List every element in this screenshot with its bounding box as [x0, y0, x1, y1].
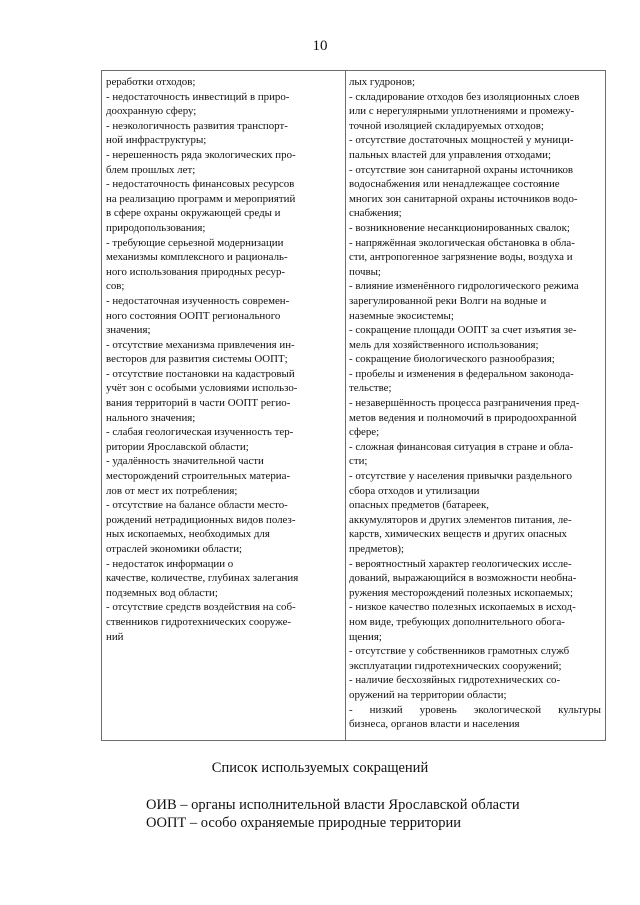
left-column	[106, 75, 340, 644]
right-column-line: многих зон санитарной охраны источников водо-	[349, 192, 578, 205]
right-column-line: мель для хозяйственного использования;	[349, 338, 539, 351]
right-column-line: лых гудронов;	[349, 76, 416, 88]
left-column-line: механизмы комплексного и рациональ-	[106, 251, 288, 264]
left-column-line: - отсутствие постановки на кадастровый	[106, 367, 295, 380]
left-column-line: - неэкологичность развития транспорт-	[106, 119, 288, 132]
right-column-line: - напряжённая экологическая обстановка в обла-	[349, 236, 575, 249]
right-column-line: снабжения;	[349, 207, 402, 220]
right-column-line: водоснабжения или ненадлежащее состояние	[349, 178, 560, 191]
page-number: 10	[312, 38, 328, 54]
left-column-line: блем прошлых лет;	[106, 163, 196, 176]
right-column-line: щения;	[349, 630, 382, 643]
left-column-line: отраслей экономики области;	[106, 543, 243, 555]
right-column-line: оружений на территории области;	[349, 688, 507, 701]
right-column-line: - отсутствие зон санитарной охраны источников	[349, 163, 574, 176]
right-column-line: сти, антропогенное загрязнение воды, воздуха и	[349, 251, 573, 264]
column-divider	[345, 71, 346, 740]
right-column-line: - вероятностный характер геологических иссле-	[349, 557, 572, 570]
right-column-line: сти;	[349, 455, 368, 468]
left-column-line: - требующие серьезной модернизации	[106, 236, 284, 249]
right-column-line: - наличие бесхозяйных гидротехнических со-	[349, 674, 561, 687]
left-column-line: в сфере охраны окружающей среды и	[106, 207, 281, 220]
left-column-line: - отсутствие механизма привлечения ин-	[106, 338, 295, 351]
left-column-line: - удалённость значительной части	[106, 455, 264, 468]
right-column-line: метов ведения и полномочий в природоохранной	[349, 411, 577, 424]
right-column-line: - отсутствие достаточных мощностей у муници-	[349, 134, 574, 147]
right-column-line: предметов);	[349, 543, 405, 555]
right-column-line: - сокращение биологического разнообразия;	[349, 353, 555, 366]
left-column-line: - отсутствие на балансе области место-	[106, 499, 288, 512]
right-column-line: - сокращение площади ООПТ за счет изъятия зе-	[349, 324, 577, 337]
right-column-line: наземные экосистемы;	[349, 309, 454, 322]
left-column-line: - слабая геологическая изученность тер-	[106, 426, 294, 439]
right-column-line: - низкий уровень экологической культуры	[349, 703, 601, 716]
right-column-line: дований, выражающийся в возможности необна-	[349, 572, 577, 585]
right-column-line: ном виде, требующих дополнительного обога-	[349, 615, 565, 628]
right-column-line: эксплуатации гидротехнических сооружений;	[349, 659, 562, 672]
left-column-line: - нерешенность ряда экологических про-	[106, 148, 296, 161]
right-column-line: ружения месторождений полезных ископаемых;	[349, 586, 573, 599]
left-column-line: ритории Ярославской области;	[106, 440, 249, 453]
right-column-line: сбора отходов и утилизации	[349, 484, 480, 497]
left-column-line: сов;	[106, 280, 125, 293]
right-column-line: - складирование отходов без изоляционных слоев	[349, 90, 580, 103]
left-column-line: ний	[106, 630, 124, 643]
right-column-line: - отсутствие у населения привычки раздельного	[349, 470, 572, 483]
right-column-line: - отсутствие у собственников грамотных служб	[349, 645, 570, 658]
left-column-line: рождений нетрадиционных видов полез-	[106, 513, 296, 526]
left-column-line: природопользования;	[106, 221, 206, 234]
right-column-line: почвы;	[349, 265, 381, 278]
right-column-line: сфере;	[349, 426, 380, 439]
right-column-line: бизнеса, органов власти и населения	[349, 718, 520, 731]
left-column-line: доохранную сферу;	[106, 105, 197, 118]
right-column-line: карств, химических веществ и других опасных	[349, 528, 567, 541]
left-column-line: - отсутствие средств воздействия на соб-	[106, 601, 296, 614]
right-column-line: аккумуляторов и других элементов питания, ле-	[349, 513, 572, 526]
right-column-line: зарегулированной реки Волги на водные и	[349, 294, 547, 307]
left-column-line: на реализацию программ и мероприятий	[106, 192, 296, 205]
right-column-line: пальных властей для управления отходами;	[349, 148, 551, 161]
left-column-line: месторождений строительных материа-	[106, 470, 291, 483]
right-column-line: - пробелы и изменения в федеральном законода-	[349, 367, 574, 380]
left-column-line: нального значения;	[106, 411, 196, 424]
left-column-line: значения;	[106, 324, 151, 337]
left-column-line: ной инфраструктуры;	[106, 134, 207, 147]
left-column-line: - недостаток информации о	[106, 557, 234, 570]
abbreviation-oopt: ООПТ – особо охраняемые природные территории	[146, 815, 461, 831]
left-column-line: ного использования природных ресур-	[106, 265, 286, 278]
left-column-line: ного состояния ООПТ регионального	[106, 309, 281, 322]
left-column-line: вания территорий в части ООПТ регио-	[106, 397, 291, 410]
right-column	[349, 75, 601, 732]
left-column-line: - недостаточность инвестиций в приро-	[106, 90, 290, 103]
right-column-line: - возникновение несанкционированных свалок;	[349, 221, 570, 234]
left-column-line: - недостаточность финансовых ресурсов	[106, 178, 295, 191]
right-column-line: точной изоляцией складируемых отходов;	[349, 119, 544, 132]
left-column-line: учёт зон с особыми условиями использо-	[106, 382, 298, 395]
abbreviation-oiv: ОИВ – органы исполнительной власти Ярославской области	[146, 797, 520, 813]
right-column-line: тельстве;	[349, 382, 392, 395]
left-column-line: ственников гидротехнических сооруже-	[106, 615, 292, 628]
problems-table	[101, 70, 606, 741]
left-column-line: лов от мест их потребления;	[106, 484, 238, 497]
left-column-line: качестве, количестве, глубинах залегания	[106, 572, 299, 585]
right-column-line: - незавершённость процесса разграничения пред-	[349, 397, 580, 410]
right-column-line: - влияние изменённого гидрологического режима	[349, 280, 579, 293]
left-column-line: ных ископаемых, необходимых для	[106, 528, 270, 541]
abbreviations-title: Список используемых сокращений	[211, 760, 429, 776]
left-column-line: - недостаточная изученность современ-	[106, 294, 290, 307]
left-column-line: подземных вод области;	[106, 586, 218, 599]
right-column-line: или с нерегулярными уплотнениями и промежу-	[349, 105, 575, 118]
left-column-line: реработки отходов;	[106, 76, 196, 88]
right-column-line: опасных предметов (батареек,	[349, 499, 489, 512]
right-column-line: - низкое качество полезных ископаемых в исход-	[349, 601, 576, 614]
right-column-line: - сложная финансовая ситуация в стране и обла-	[349, 440, 574, 453]
left-column-line: весторов для развития системы ООПТ;	[106, 353, 288, 366]
